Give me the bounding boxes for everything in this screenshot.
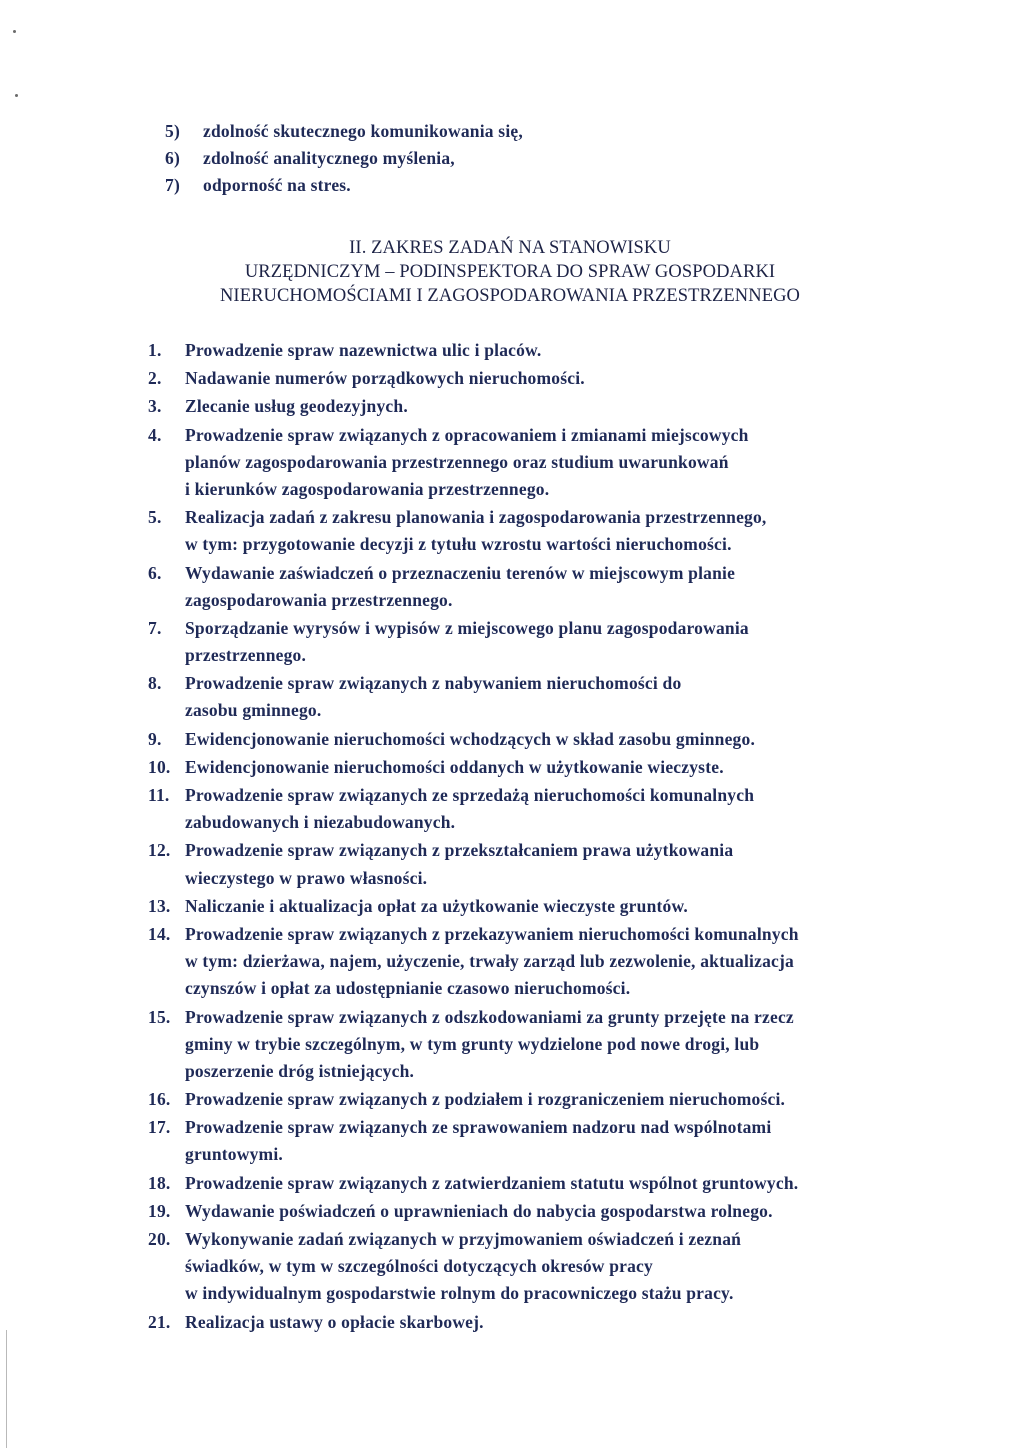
task-number: 17. (148, 1117, 171, 1138)
task-item (148, 365, 928, 392)
task-text (185, 1170, 928, 1197)
scan-speck (13, 30, 16, 33)
task-text (185, 670, 928, 724)
task-number: 6. (148, 562, 162, 583)
task-text-line: Ewidencjonowanie nieruchomości oddanych w użytkowanie wieczyste. (185, 756, 724, 777)
task-number: 4. (148, 424, 162, 445)
task-text-line: czynszów i opłat za udostępnianie czasowo nieruchomości. (185, 978, 631, 999)
section-heading (150, 236, 870, 308)
list-item (165, 118, 523, 145)
task-text-line: Nadawanie numerów porządkowych nieruchomości. (185, 368, 585, 389)
task-text-line: Prowadzenie spraw związanych ze sprawowaniem nadzoru nad wspólnotami (185, 1117, 772, 1138)
task-number: 8. (148, 673, 162, 694)
task-number: 21. (148, 1311, 171, 1332)
task-text-line: gruntowymi. (185, 1144, 283, 1165)
task-item (148, 422, 928, 504)
task-item (148, 1226, 928, 1308)
task-text-line: gminy w trybie szczególnym, w tym grunty wydzielone pod nowe drogi, lub (185, 1033, 760, 1054)
task-number: 7. (148, 617, 162, 638)
list-item (165, 145, 523, 172)
task-item (148, 1198, 928, 1225)
section-heading-line: NIERUCHOMOŚCIAMI I ZAGOSPODAROWANIA PRZESTRZENNEGO (219, 286, 801, 306)
task-item (148, 893, 928, 920)
task-text-line: Wydawanie poświadczeń o uprawnieniach do nabycia gospodarstwa rolnego. (185, 1200, 773, 1221)
task-text (185, 560, 928, 614)
task-item (148, 1170, 928, 1197)
task-item (148, 726, 928, 753)
task-text (185, 754, 928, 781)
task-text-line: Realizacja ustawy o opłacie skarbowej. (185, 1311, 484, 1332)
task-text-line: planów zagospodarowania przestrzennego oraz studium uwarunkowań (185, 451, 729, 472)
task-text-line: Prowadzenie spraw związanych z odszkodowaniami za grunty przejęte na rzecz (185, 1006, 794, 1027)
task-text-line: zabudowanych i niezabudowanych. (185, 812, 456, 833)
list-item (165, 172, 523, 199)
task-list (148, 337, 928, 1337)
task-item (148, 1114, 928, 1168)
task-text (185, 1309, 928, 1336)
task-text-line: w tym: dzierżawa, najem, użyczenie, trwały zarząd lub zezwolenie, aktualizacja (185, 951, 794, 972)
task-text-line: Prowadzenie spraw związanych z przekształcaniem prawa użytkowania (185, 840, 734, 861)
task-text (185, 1114, 928, 1168)
task-text-line: w tym: przygotowanie decyzji z tytułu wzrostu wartości nieruchomości. (185, 534, 732, 555)
task-number: 5. (148, 507, 162, 528)
task-text (185, 921, 928, 1003)
task-text-line: Realizacja zadań z zakresu planowania i zagospodarowania przestrzennego, (185, 507, 767, 528)
task-text-line: w indywidualnym gospodarstwie rolnym do pracowniczego stażu pracy. (185, 1283, 734, 1304)
task-number: 2. (148, 368, 162, 389)
task-text (185, 726, 928, 753)
task-text (185, 393, 928, 420)
task-text-line: Sporządzanie wyrysów i wypisów z miejscowego planu zagospodarowania (185, 617, 749, 638)
task-text-line: Naliczanie i aktualizacja opłat za użytkowanie wieczyste gruntów. (185, 895, 688, 916)
list-item-text: odporność na stres. (203, 175, 351, 195)
task-text-line: wieczystego w prawo własności. (185, 867, 428, 888)
task-text-line: Prowadzenie spraw związanych z przekazywaniem nieruchomości komunalnych (185, 923, 799, 944)
task-text (185, 1226, 928, 1308)
task-item (148, 1004, 928, 1086)
task-number: 12. (148, 840, 171, 861)
task-item (148, 615, 928, 669)
task-text (185, 837, 928, 891)
task-number: 15. (148, 1006, 171, 1027)
task-number: 18. (148, 1172, 171, 1193)
task-number: 1. (148, 340, 162, 360)
task-text-line: Ewidencjonowanie nieruchomości wchodzących w skład zasobu gminnego. (185, 728, 756, 749)
task-text-line: Prowadzenie spraw związanych z opracowaniem i zmianami miejscowych (185, 424, 749, 445)
scan-speck (15, 94, 18, 97)
task-text-line: zagospodarowania przestrzennego. (185, 589, 453, 610)
section-heading-line: URZĘDNICZYM – PODINSPEKTORA DO SPRAW GOSPODARKI (244, 262, 776, 282)
task-text-line: Zlecanie usług geodezyjnych. (185, 396, 408, 417)
task-text-line: i kierunków zagospodarowania przestrzennego. (185, 478, 550, 499)
task-item (148, 1309, 928, 1336)
task-item (148, 504, 928, 558)
task-text-line: Prowadzenie spraw związanych z nabywaniem nieruchomości do (185, 673, 682, 694)
task-text-line: Prowadzenie spraw związanych z podziałem i rozgraniczeniem nieruchomości. (185, 1089, 786, 1110)
task-text (185, 1198, 928, 1225)
task-number: 14. (148, 923, 171, 944)
task-item (148, 837, 928, 891)
task-number: 9. (148, 728, 162, 749)
list-item-number: 5) (165, 121, 180, 141)
task-item (148, 393, 928, 420)
task-text (185, 337, 928, 364)
task-text-line: Wykonywanie zadań związanych w przyjmowaniem oświadczeń i zeznań (185, 1229, 742, 1249)
task-text-line: poszerzenie dróg istniejących. (185, 1060, 415, 1081)
task-number: 10. (148, 756, 171, 777)
task-text (185, 422, 928, 504)
task-item (148, 782, 928, 836)
list-item-text: zdolność analitycznego myślenia, (203, 148, 455, 168)
task-text (185, 893, 928, 920)
task-item (148, 754, 928, 781)
task-number: 20. (148, 1229, 171, 1249)
task-text (185, 1004, 928, 1086)
task-number: 11. (148, 785, 170, 805)
task-text (185, 365, 928, 392)
task-item (148, 337, 928, 364)
task-number: 3. (148, 396, 162, 417)
section-heading-line: II. ZAKRES ZADAŃ NA STANOWISKU (349, 238, 671, 258)
task-number: 19. (148, 1200, 171, 1221)
list-item-number: 7) (165, 175, 180, 195)
task-text-line: Prowadzenie spraw związanych z zatwierdzaniem statutu wspólnot gruntowych. (185, 1172, 799, 1193)
task-item (148, 1086, 928, 1113)
task-item (148, 670, 928, 724)
task-text (185, 615, 928, 669)
list-item-text: zdolność skutecznego komunikowania się, (203, 121, 523, 141)
task-text-line: Prowadzenie spraw nazewnictwa ulic i placów. (185, 340, 542, 360)
task-item (148, 921, 928, 1003)
task-text (185, 504, 928, 558)
task-text-line: świadków, w tym w szczególności dotyczących okresów pracy (185, 1256, 653, 1277)
task-number: 13. (148, 895, 171, 916)
scan-edge-line (6, 1330, 7, 1448)
task-text-line: przestrzennego. (185, 645, 307, 666)
task-text-line: zasobu gminnego. (185, 700, 322, 721)
list-item-number: 6) (165, 148, 180, 168)
task-number: 16. (148, 1089, 171, 1110)
task-text (185, 1086, 928, 1113)
competency-list (165, 118, 523, 199)
task-text-line: Wydawanie zaświadczeń o przeznaczeniu terenów w miejscowym planie (185, 562, 736, 583)
task-text-line: Prowadzenie spraw związanych ze sprzedażą nieruchomości komunalnych (185, 785, 755, 805)
task-text (185, 782, 928, 836)
task-item (148, 560, 928, 614)
